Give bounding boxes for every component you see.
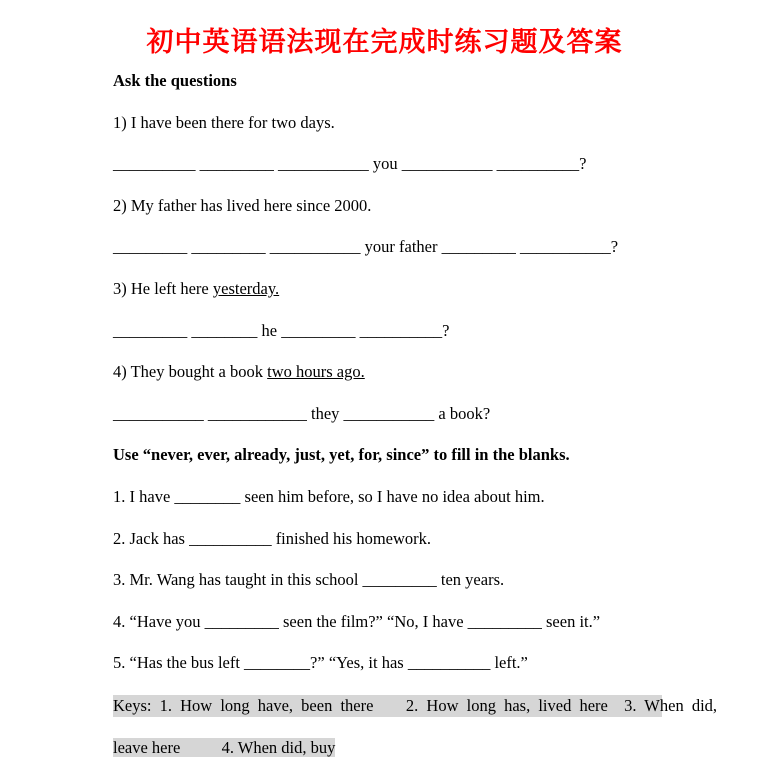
answer-line-1: __________ _________ ___________ you ___________ __________? <box>113 154 587 174</box>
keys-line-1: Keys: 1. How long have, been there 2. How long has, lived here 3. When did, <box>113 695 718 715</box>
answer-line-2: _________ _________ ___________ your father _________ ___________? <box>113 237 619 257</box>
keys-row-2 <box>113 737 662 769</box>
question-3 <box>113 279 662 321</box>
answer-line-3: _________ ________ he _________ __________? <box>113 320 450 340</box>
keys-row-1 <box>113 695 718 737</box>
question-4-underlined: two hours ago. <box>267 362 365 382</box>
question-4-text: 4) They bought a book <box>113 362 268 382</box>
fill-item-5: 5. “Has the bus left ________?” “Yes, it has __________ left.” <box>113 653 528 673</box>
keys-line-2: leave here 4. When did, buy <box>113 737 336 757</box>
question-2: 2) My father has lived here since 2000. <box>113 195 372 215</box>
question-3-text: 3) He left here <box>113 278 213 298</box>
fill-item-2: 2. Jack has __________ finished his homework. <box>113 528 432 548</box>
question-1: 1) I have been there for two days. <box>113 112 335 132</box>
fill-item-1: 1. I have ________ seen him before, so I have no idea about him. <box>113 486 545 506</box>
fill-item-3: 3. Mr. Wang has taught in this school _________ ten years. <box>113 570 505 590</box>
document-title: 初中英语语法现在完成时练习题及答案 <box>146 27 623 57</box>
fill-item-4: 4. “Have you _________ seen the film?” “No, I have _________ seen it.” <box>113 611 601 631</box>
section1-heading: Ask the questions <box>113 71 237 90</box>
question-3-underlined: yesterday. <box>212 278 280 298</box>
document-body <box>113 71 718 769</box>
question-4 <box>113 362 662 404</box>
section2-heading: Use “never, ever, already, just, yet, for, since” to fill in the blanks. <box>113 445 570 465</box>
answer-line-4: ___________ ____________ they ___________ a book? <box>113 403 491 423</box>
